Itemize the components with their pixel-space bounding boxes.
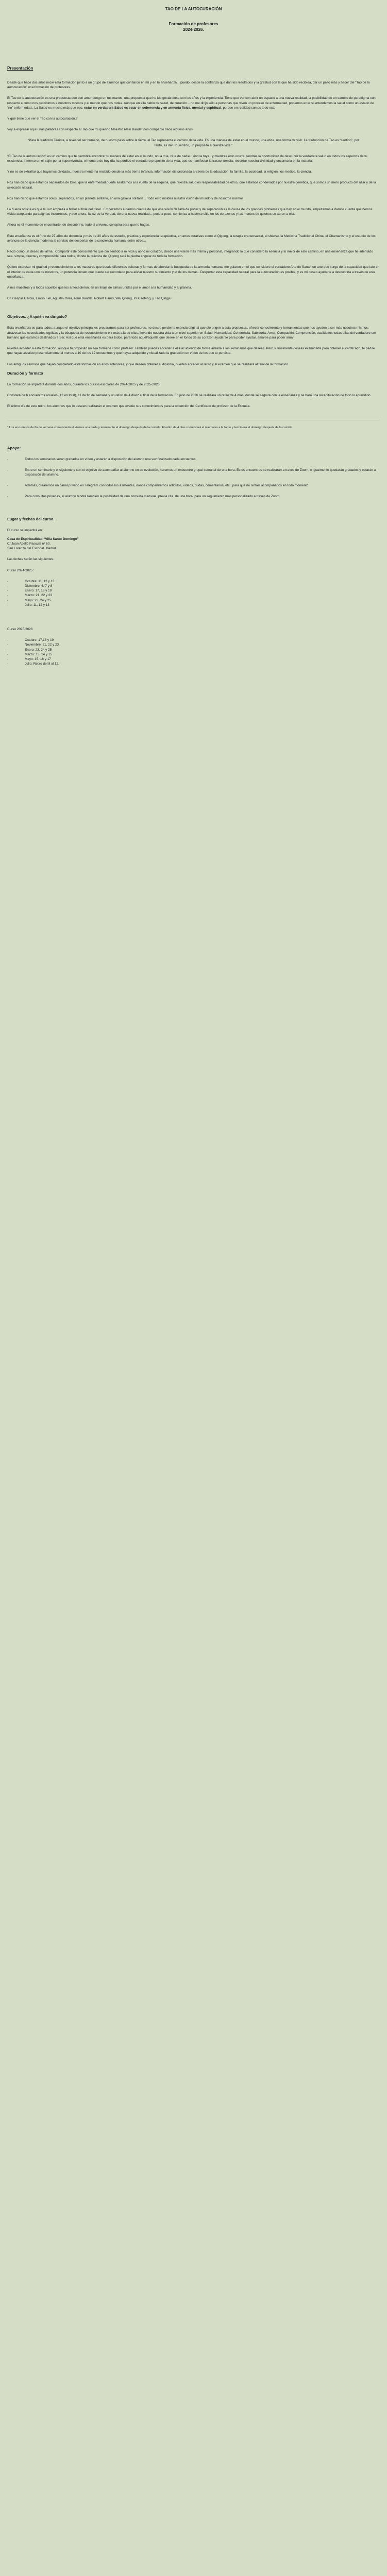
duration-paragraph-1: La formación se impartirá durante dos años, durante los cursos escolares de 2024-2025 y de 2025-2026. — [7, 382, 161, 386]
support-item-text: Todos los seminarios serán grabados en vídeo y estarán a disposición del alumno una vez finalizado cada encuentro. — [25, 457, 196, 461]
support-item-text: Para consultas privadas, el alumno tendrá también la posibilidad de una consulta mensual, previa cita, de una hora, para un seguimiento más personalizado a través de Zoom. — [25, 495, 280, 499]
intro-paragraph-2-c: , porque en realidad somos todo esto. — [221, 106, 277, 110]
section-objetivos-heading: Objetivos. ¿A quién va dirigido? — [7, 314, 68, 319]
section-lugar-heading: Lugar y fechas del curso. — [7, 516, 55, 521]
program-years: 2024-2026. — [183, 27, 204, 32]
course-2024-2025-label: Curso 2024-2025: — [7, 568, 34, 572]
venue-name: Casa de Espiritualidad “Villa Santo Domingo” — [7, 537, 79, 541]
course-2025-2026-label: Curso 2025-2026 — [7, 627, 33, 631]
course-date-row: - Mayo: 23, 24 y 25 — [7, 598, 51, 602]
place-intro: El curso se impartirá en: — [7, 528, 43, 532]
intro-paragraph-5: “El Tao de la autocuración” es un camino que te permitirá encontrar tu manera de estar en el mundo, no la mía, ni la de nadie.. sino la tuya.. y mientras esto ocurre, tendrás la oportunidad de descubrir la verdadera salud en todos los aspectos de tu existencia. Inmerso en el trajín por la supervivencia, el hombre de hoy día ha perdido el verdadero propósito de la vida, que es manifestar la trascendencia, recordar nuestra divinidad y encarnarla en la materia. — [7, 154, 367, 163]
intro-paragraph-9: La buena noticia es que la Luz empieza a brillar al final del túnel.. Empezamos a darnos cuenta de que esa visión de falta de poder y de separación es la causa de los grandes problemas que hay en el mundo, empezamos a darnos cuenta que hemos vivido aceptando paradigmas incorrectos, y que ahora, la luz de la Verdad, de una nueva realidad... poco a poco, comienza a hacerse sitio en los corazones y las mentes de quienes se abren a ella. — [7, 208, 373, 216]
course-date-row: - Julio: 11, 12 y 13 — [7, 603, 49, 607]
intro-paragraph-2 — [7, 96, 380, 110]
intro-paragraph-13: Quiero expresar mi gratitud y reconocimiento a los maestros que desde diferentes culturas y formas de abordar la búsqueda de la armonía humana, me guiaron en el que considero el verdadero Arte de Sanar, un arte que surge de la capacidad que late en el interior de cada uno de nosotros, un potencial innato que puede ser recordado para aliviar nuestro sufrimiento y el de los demás.. Despertar esta capacidad natural para la autocuración es posible, y es mi deseo ayudarte a descubrirla a través de esta enseñanza. — [7, 265, 380, 279]
document-title: TAO DE LA AUTOCURACIÓN — [165, 7, 222, 11]
venue-address-2: San Lorenzo del Escorial. Madrid. — [7, 547, 57, 551]
intro-question: Y qué tiene que ver el Tao con la autocuración.? — [7, 117, 78, 121]
support-item: - Además, crearemos un canal privado en Telegram con todos los asistentes, donde compartiremos artículos, vídeos, dudas, comentarios, etc.. para que no sintáis acompañados en todo momento. — [7, 483, 380, 488]
objectives-paragraph-1: Esta enseñanza es para todos, aunque el objetivo principal es prepararnos para ser profesores, no deseo perder la esencia original que dio origen a esta propuesta.. ofrecer conocimiento y herramientas que nos ayuden a ser más nosotros mismos, atravesar las necesidades egóicas y la búsqueda de reconocimiento e ir más allá de ellas, llevando nuestra vida a un nivel superior en Salud, Humanidad, Coherencia, Sabiduría, Amor, Compasión, Comprensión, cualidades todas ellas del verdadero ser humano que estamos destinados a Ser. Así que esta enseñanza es para todos, para todo aquél/aquella que desee en el fondo de su corazón ayudarse para poder ayudar, amarse para poder amar. — [7, 326, 376, 340]
teachers-list: Dr. Gaspar García, Emilio Fiel, Agustín Orea, Alain Baudet, Robert Harris, Wei Qifeng, Xi Xiaofeng, y Tao Qingyu. — [7, 297, 173, 301]
section-presentacion-heading: Presentación — [7, 66, 33, 71]
intro-paragraph-11: Esta enseñanza es el fruto de 27 años de docencia y más de 30 años de estudio, práctica y experiencia terapéutica, en artes curativas como el Qigong, la terapia craneosacral, el shiatsu, la Medicina Tradicional China, el Chamanismo y el estudio de los avances de la ciencia moderna al servicio del despertar de la conciencia humana, entre otros... — [7, 234, 376, 243]
intro-paragraph-2-bold: estar en verdadera Salud es estar en coherencia y en armonía física, mental y espiritual — [84, 106, 221, 110]
support-item: - Entre un seminario y el siguiente y con el objetivo de acompañar al alumno en su evolución, haremos un encuentro grupal semanal de una hora. Estos encuentros se realizarán a través de Zoom, e igualmente quedarán grabados y estarán a disposición del alumno. — [7, 468, 380, 477]
venue-address-1: C/ Juan Abelló Pascual nº 60, — [7, 541, 51, 546]
duration-paragraph-2: Constará de 6 encuentros anuales (12 en total), 11 de fin de semana y un retiro de 4 días* al final de la formación. En julio de 2026 se realizará un retiro de 4 días, donde se seguirá con la enseñanza y se hará una recapitulación de todo lo aprendido. — [7, 393, 372, 397]
course-date-row: - Marzo: 21, 22 y 23 — [7, 594, 52, 598]
document-header — [7, 6, 380, 32]
section-duracion-heading: Duración y formato — [7, 370, 43, 376]
duration-footnote: * Los encuentros de fin de semana comenzarán el viernes a la tarde y terminarán el domingo después de la comida. El retiro de 4 días comenzará el miércoles a la tarde y terminará el domingo después de la comida. — [7, 426, 293, 430]
course-date-row: - Enero: 17, 18 y 19 — [7, 589, 52, 593]
section-apoyo-heading: Apoyo: — [7, 445, 21, 450]
course-2024-2025-dates — [7, 579, 380, 607]
tao-quote: “Para la tradición Taoísta, a nivel del ser humano, de nuestro paso sobre la tierra, el Tao representa el camino de la vida. Es una manera de estar en el mundo, una ética, una forma de vivir. La traducción de Tao es “sentido”, por tanto, es dar un sentido, un propósito a nuestra vida.” — [28, 139, 359, 147]
intro-paragraph-7: Nos han dicho que estamos separados de Dios, que la enfermedad puede asaltarnos a la vuelta de la esquina, que nuestra salud es responsabilidad de otros, que estamos condenados por nuestra genética, que somos un mero producto del azar y de la selección natural. — [7, 181, 376, 190]
course-date-row: - Noviembre: 21, 22 y 23 — [7, 643, 59, 647]
course-2025-2026-dates — [7, 638, 380, 666]
intro-paragraph-1: Desde que hace dos años inicié esta formación junto a un grupo de alumnos que confiaron en mí y en la enseñanza... puedo, desde la confianza que dan los resultados y la gratitud con la que ha sido recibida, dar un paso más y hacer del “Tao de la autocuración” una formación de profesores. — [7, 81, 370, 90]
intro-paragraph-8: Nos han dicho que estamos solos, separados, en un planeta solitario, en una galaxia solitaria... Todo esto moldea nuestra visión del mundo y de nosotros mismos.. — [7, 196, 246, 200]
intro-paragraph-14: A mis maestros y a todos aquellos que los antecedieron, en un linaje de almas unidas por el amor a la humanidad y al planeta. — [7, 286, 192, 290]
objectives-paragraph-2: Puedes acceder a esta formación, aunque tu propósito no sea formarte como profesor. También puedes acceder a ella acudiendo de forma aislada a los seminarios que desees. Pero si finalmente deseas examinarte para obtener el certificado, te pediré que hayas asistido presencialmente al menos a 10 de los 12 encuentros y que hayas adquirido y visualizado la grabación en vídeo de los que te perdiste. — [7, 347, 375, 355]
course-date-row: - Enero: 23, 24 y 25 — [7, 648, 52, 652]
intro-paragraph-2-a: El Tao de la autocuración es una propuesta que con amor pongo en tus manos, una propuesta que he ido gestándose con los años y la experiencia. Tiene que ver con abrir un espacio a una nueva realidad, la posibilidad de un cambio de paradigma con respecto a cómo nos percibimos a nosotros mismos y al mundo que nos rodea. Aunque en ella hablo de salud, de curación... no me dirijo sólo a personas que viven un proceso de enfermedad, podemos errar si entendemos la salud como un estado de “no” enfermedad.. La Salud es mucho más que eso, — [7, 96, 376, 110]
support-item: - Para consultas privadas, el alumno tendrá también la posibilidad de una consulta mensual, previa cita, de una hora, para un seguimiento más personalizado a través de Zoom. — [7, 494, 380, 499]
support-item-text: Entre un seminario y el siguiente y con el objetivo de acompañar al alumno en su evolución, haremos un encuentro grupal semanal de una hora. Estos encuentros se realizarán a través de Zoom, e igualmente quedarán grabados y estarán a disposición del alumno. — [25, 468, 376, 477]
intro-paragraph-6: Y no es de extrañar que hayamos olvidado.. nuestra mente ha recibido desde la más tierna infancia, información distorsionada a través de la educación, la familia, la sociedad, la religión, los medios, la ciencia. — [7, 170, 312, 174]
duration-paragraph-3: El último día de este retiro, los alumnos que lo deseen realizarán el examen que evalúe sus conocimientos para la obtención del Certificado de profesor de la Escuela. — [7, 404, 250, 409]
course-date-row: - Diciembre: 6, 7 y 8 — [7, 584, 53, 588]
course-date-row: - Octubre: 17,18 y 19 — [7, 638, 54, 642]
intro-paragraph-12: Nació como un deseo del alma.. Compartir este conocimiento que dio sentido a mi vida y abrió mi corazón, desde una visión más íntima y personal, integrando lo que considero la esencia y lo mejor de este camino, en una enseñanza que he intentado sea, simple, directa y comprensible para todos, donde la práctica del Qigong será la piedra angular de toda la formación. — [7, 250, 373, 259]
course-date-row: - Mayo: 15, 16 y 17 — [7, 657, 51, 661]
intro-paragraph-10: Ahora es el momento de encontrarte, de descubrirte, todo el universo conspira para que lo hagas. — [7, 223, 150, 227]
support-item-text: Además, crearemos un canal privado en Telegram con todos los asistentes, donde compartiremos artículos, vídeos, dudas, comentarios, etc.. para que no sintáis acompañados en todo momento. — [25, 484, 310, 488]
course-date-row: - Julio: Retiro del 8 al 12. — [7, 662, 59, 666]
intro-paragraph-4: Voy a expresar aquí unas palabras con respecto al Tao que mi querido Maestro Alain Baudet nos compartió hace algunos años: — [7, 128, 194, 132]
course-date-row: - Octubre: 11, 12 y 13 — [7, 579, 55, 583]
course-date-row: - Marzo: 13, 14 y 15 — [7, 652, 52, 656]
objectives-paragraph-3: Los antiguos alumnos que hayan completado esta formación en años anteriores, y que deseen obtener el diploma, pueden acceder al retiro y al examen que se realizará al final de la formación. — [7, 362, 289, 366]
support-item: - Todos los seminarios serán grabados en vídeo y estarán a disposición del alumno una vez finalizado cada encuentro. — [7, 457, 380, 462]
dates-intro: Las fechas serán las siguientes: — [7, 557, 54, 562]
program-title: Formación de profesores — [169, 22, 218, 26]
